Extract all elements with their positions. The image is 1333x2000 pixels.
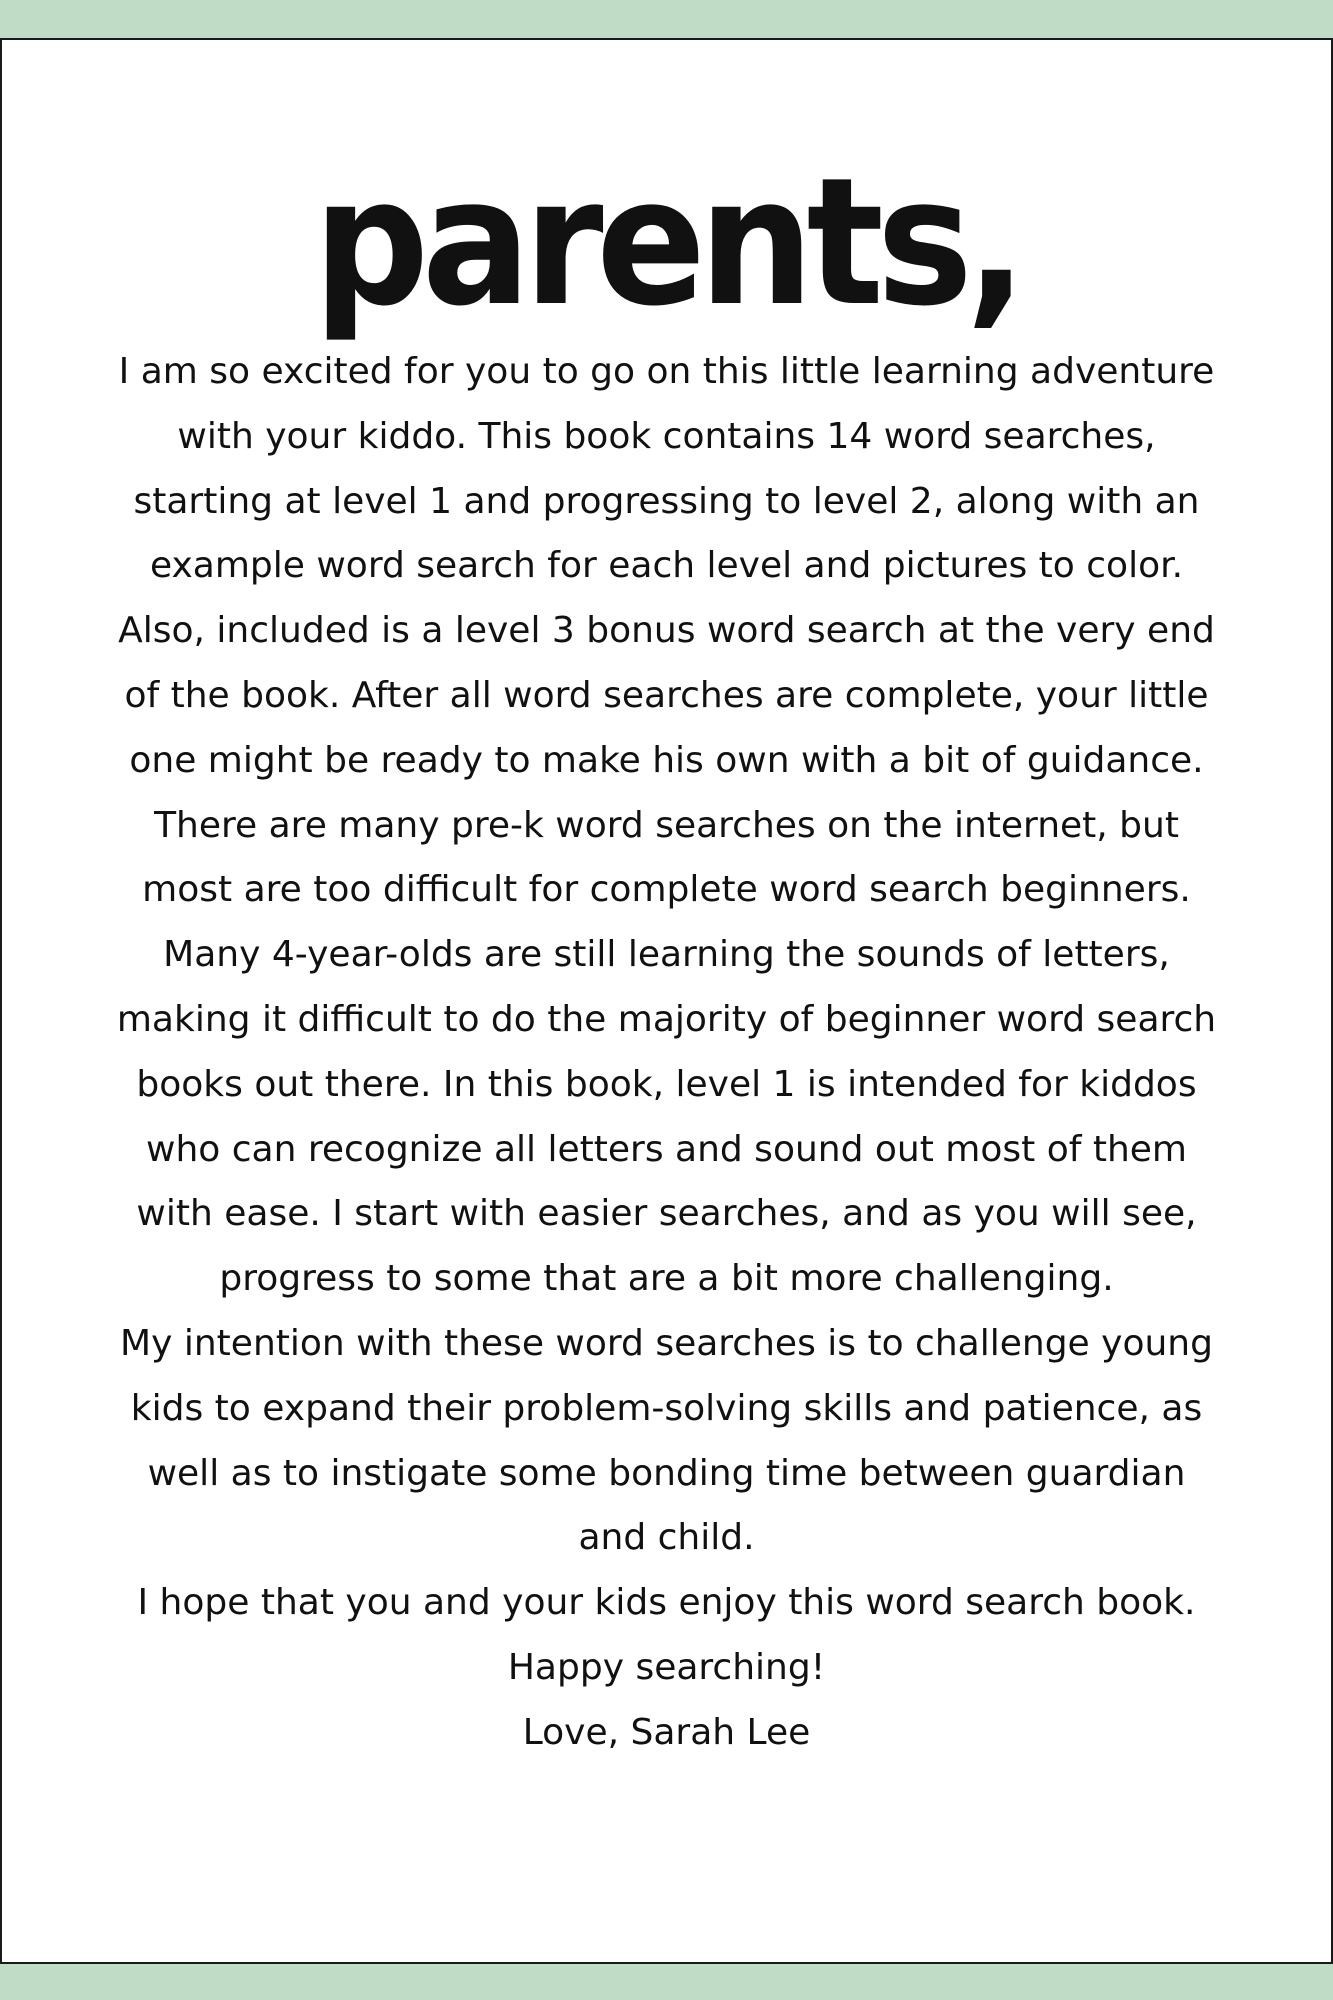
letter-page [0,38,1333,1964]
paragraph-closing: I hope that you and your kids enjoy this word search book. Happy searching! [137,1582,1196,1688]
page-title: parents, [313,140,1020,345]
paragraph-intention: My intention with these word searches is to challenge young kids to expand their problem-solving skills and patience, as well as to instigate some bonding time between guardian and child. [120,1322,1213,1559]
letter-body [112,340,1221,1766]
paragraph-intro: I am so excited for you to go on this little learning adventure with your kiddo. This book contains 14 word searches, starting at level 1 and progressing to level 2, along with an example word search for each level and pictures to color. Also, included is a level 3 bonus word search at the very end of the book. After all word searches are complete, your little one might be ready to make his own with a bit of guidance. [118,351,1215,781]
signature: Love, Sarah Lee [522,1711,811,1753]
paragraph-difficulty: There are many pre-k word searches on the internet, but most are too difficult for complete word search beginners. Many 4-year-olds are still learning the sounds of letters, making it difficult to do the majority of beginner word search books out there. In this book, level 1 is intended for kiddos who can recognize all letters and sound out most of them with ease. I start with easier searches, and as you will see, progress to some that are a bit more challenging. [116,804,1217,1300]
